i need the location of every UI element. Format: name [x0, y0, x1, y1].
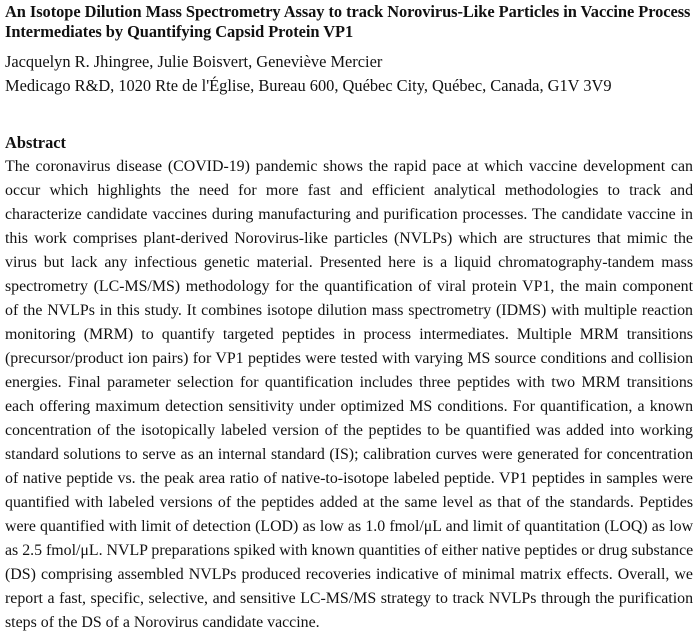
paper-title	[5, 2, 694, 42]
abstract-line: were quantified with limit of detection (LOD) as low as 1.0 fmol/μL and limit of quantitation (LOQ) as low	[5, 518, 694, 535]
abstract-body	[5, 155, 694, 635]
abstract-line: (precursor/product ion pairs) for VP1 peptides were tested with varying MS source conditions and collision	[5, 350, 694, 367]
abstract-line: this work comprises plant-derived Norovirus-like particles (NVLPs) which are structures that mimic the	[5, 230, 693, 247]
abstract-line: energies. Final parameter selection for quantification includes three peptides with two MRM transitions	[5, 374, 693, 391]
abstract-heading: Abstract	[5, 133, 66, 152]
abstract-line: characterize candidate vaccines during manufacturing and purification processes. The candidate vaccine in	[5, 206, 693, 223]
title-line: Intermediates by Quantifying Capsid Protein VP1	[5, 22, 354, 41]
abstract-line: quantified with labeled versions of the peptides added at the same level as that of the standards. Peptides	[5, 494, 694, 511]
abstract-line: spectrometry (LC-MS/MS) methodology for the quantification of viral protein VP1, the main component	[5, 278, 693, 295]
abstract-line: (DS) comprising assembled NVLPs produced recoveries indicative of minimal matrix effects. Overall, we	[5, 566, 693, 583]
author-list: Jacquelyn R. Jhingree, Julie Boisvert, Geneviève Mercier	[5, 52, 383, 71]
abstract-line: standard solutions to serve as an internal standard (IS); calibration curves were generated for concentration	[5, 446, 694, 463]
affiliation: Medicago R&D, 1020 Rte de l'Église, Bureau 600, Québec City, Québec, Canada, G1V 3V9	[5, 76, 612, 95]
abstract-line: The coronavirus disease (COVID-19) pandemic shows the rapid pace at which vaccine development can	[5, 158, 693, 175]
abstract-line: each offering maximum detection sensitivity under optimized MS conditions. For quantification, a known	[5, 398, 694, 415]
abstract-line: concentration of the isotopically labeled version of the peptides to be quantified was added into working	[5, 422, 693, 439]
abstract-line: of the NVLPs in this study. It combines isotope dilution mass spectrometry (IDMS) with multiple reaction	[5, 302, 694, 319]
title-line: An Isotope Dilution Mass Spectrometry Assay to track Norovirus-Like Particles in Vaccine Process	[5, 2, 691, 21]
abstract-line: report a fast, specific, selective, and sensitive LC-MS/MS strategy to track NVLPs through the purification	[5, 590, 694, 607]
abstract-line: occur which highlights the need for more fast and efficient analytical methodologies to track and	[5, 182, 694, 199]
abstract-line: of native peptide vs. the peak area ratio of native-to-isotope labeled peptide. VP1 peptides in samples were	[5, 470, 693, 487]
abstract-line: steps of the DS of a Norovirus candidate vaccine.	[5, 614, 320, 631]
abstract-line: as 2.5 fmol/μL. NVLP preparations spiked with known quantities of either native peptides or drug substance	[5, 542, 694, 559]
abstract-line: monitoring (MRM) to quantify targeted peptides in process intermediates. Multiple MRM transitions	[5, 326, 693, 343]
abstract-line: virus but lack any infectious genetic material. Presented here is a liquid chromatography-tandem mass	[5, 254, 694, 271]
